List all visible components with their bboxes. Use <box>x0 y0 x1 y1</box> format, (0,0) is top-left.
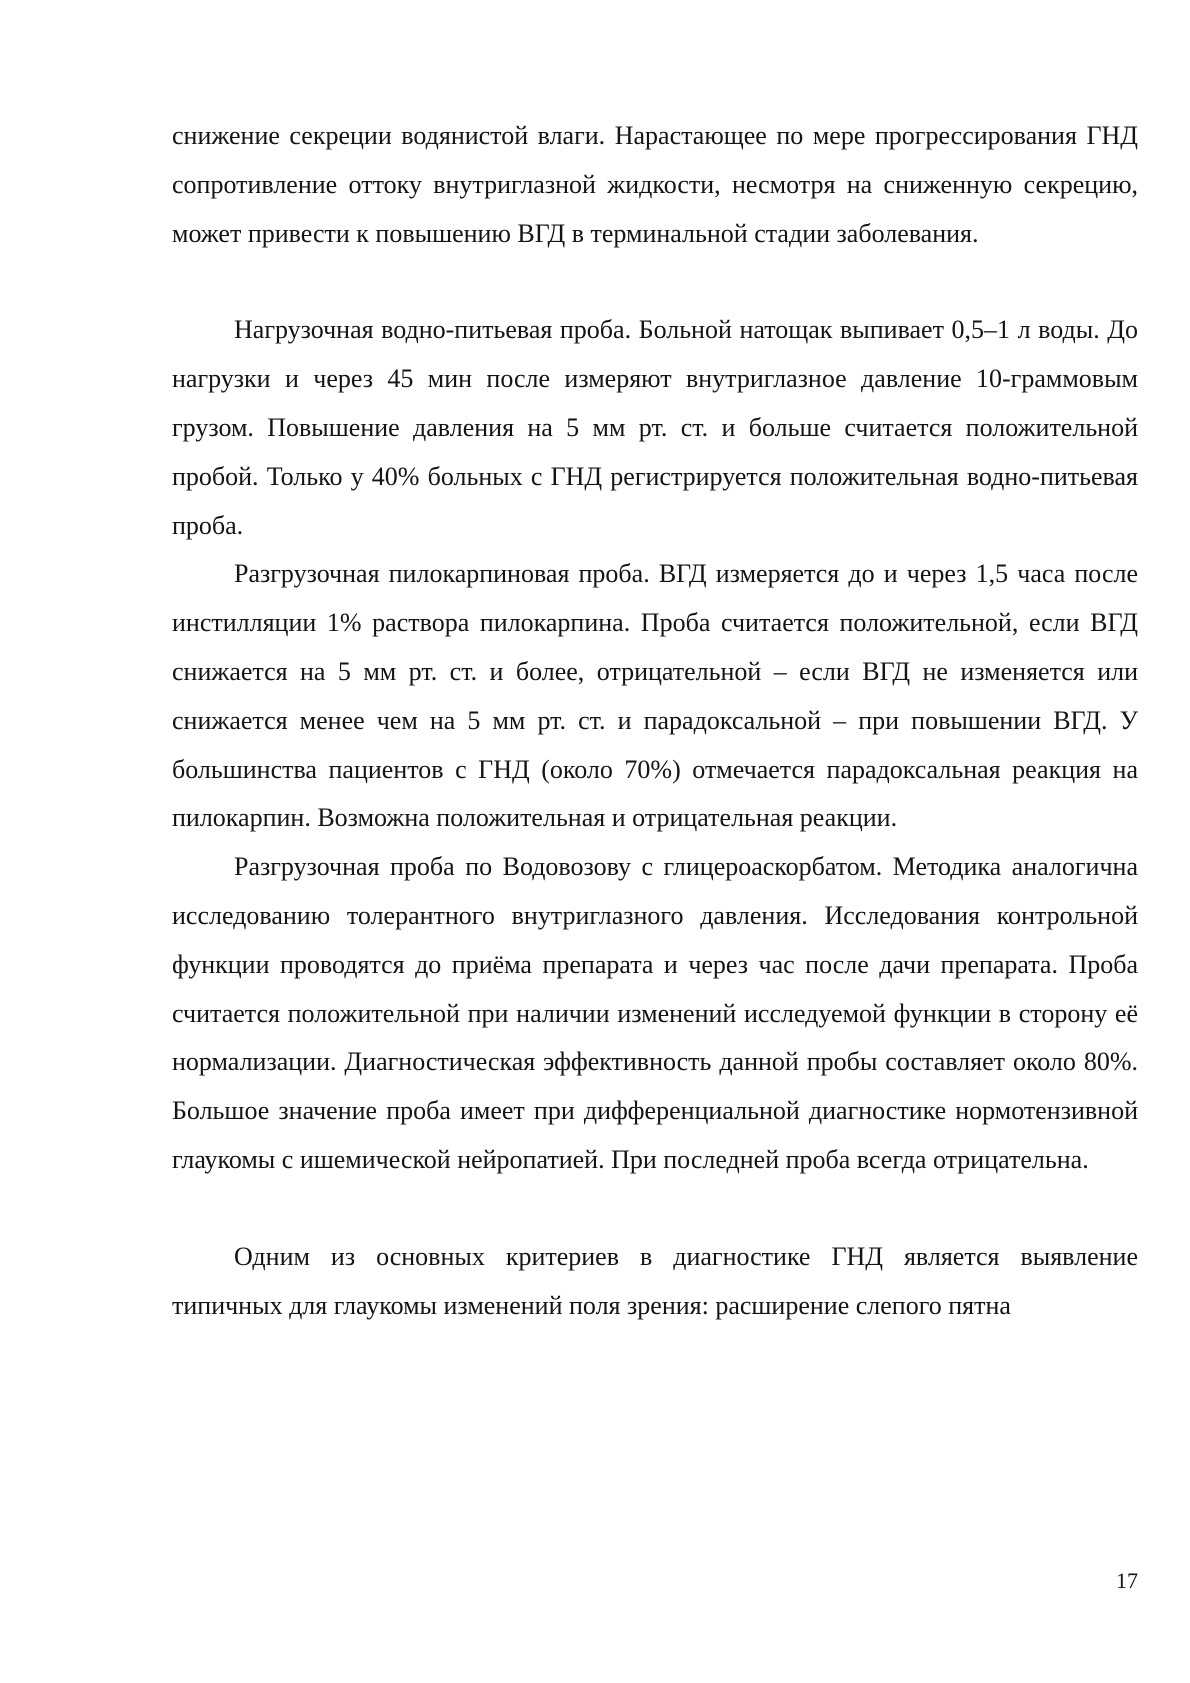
paragraph-visual-field-criteria: Одним из основных критериев в диагностике ГНД является выявление типичных для глаукомы изменений поля зрения: расширение слепого пятна <box>172 1241 1138 1320</box>
paragraph-spacer <box>172 258 1138 306</box>
paragraph-pilocarpine-test: Разгрузочная пилокарпиновая проба. ВГД измеряется до и через 1,5 часа после инстилляции 1% раствора пилокарпина. Проба считается положительной, если ВГД снижается на 5 мм рт. ст. и более, отрицательной – если ВГД не изменяется или снижается менее чем на 5 мм рт. ст. и парадоксальной – при повышении ВГД. У большинства пациентов с ГНД (около 70%) отмечается парадоксальная реакция на пилокарпин. Возможна положительная и отрицательная реакции. <box>172 559 1138 833</box>
paragraph-continuation: снижение секреции водянистой влаги. Нарастающее по мере прогрессирования ГНД сопротивление оттоку внутриглазной жидкости, несмотря на сниженную секрецию, может привести к повышению ВГД в терминальной стадии заболевания. <box>172 121 1138 248</box>
paragraph-spacer <box>172 1185 1138 1233</box>
page-number: 17 <box>1116 1568 1138 1593</box>
paragraph-vodovozov-test: Разгрузочная проба по Водовозову с глицероаскорбатом. Методика аналогична исследованию толерантного внутриглазного давления. Исследования контрольной функции проводятся до приёма препарата и через час после дачи препарата. Проба считается положительной при наличии изменений исследуемой функции в сторону её нормализации. Диагностическая эффективность данной пробы составляет около 80%. Большое значение проба имеет при дифференциальной диагностике нормотензивной глаукомы с ишемической нейропатией. При последней проба всегда отрицательна. <box>172 852 1138 1174</box>
page-body <box>172 112 1138 1330</box>
paragraph-water-drinking-test: Нагрузочная водно-питьевая проба. Больной натощак выпивает 0,5–1 л воды. До нагрузки и через 45 мин после измеряют внутриглазное давление 10-граммовым грузом. Повышение давления на 5 мм рт. ст. и больше считается положительной пробой. Только у 40% больных с ГНД регистрируется положительная водно-питьевая проба. <box>172 315 1138 540</box>
